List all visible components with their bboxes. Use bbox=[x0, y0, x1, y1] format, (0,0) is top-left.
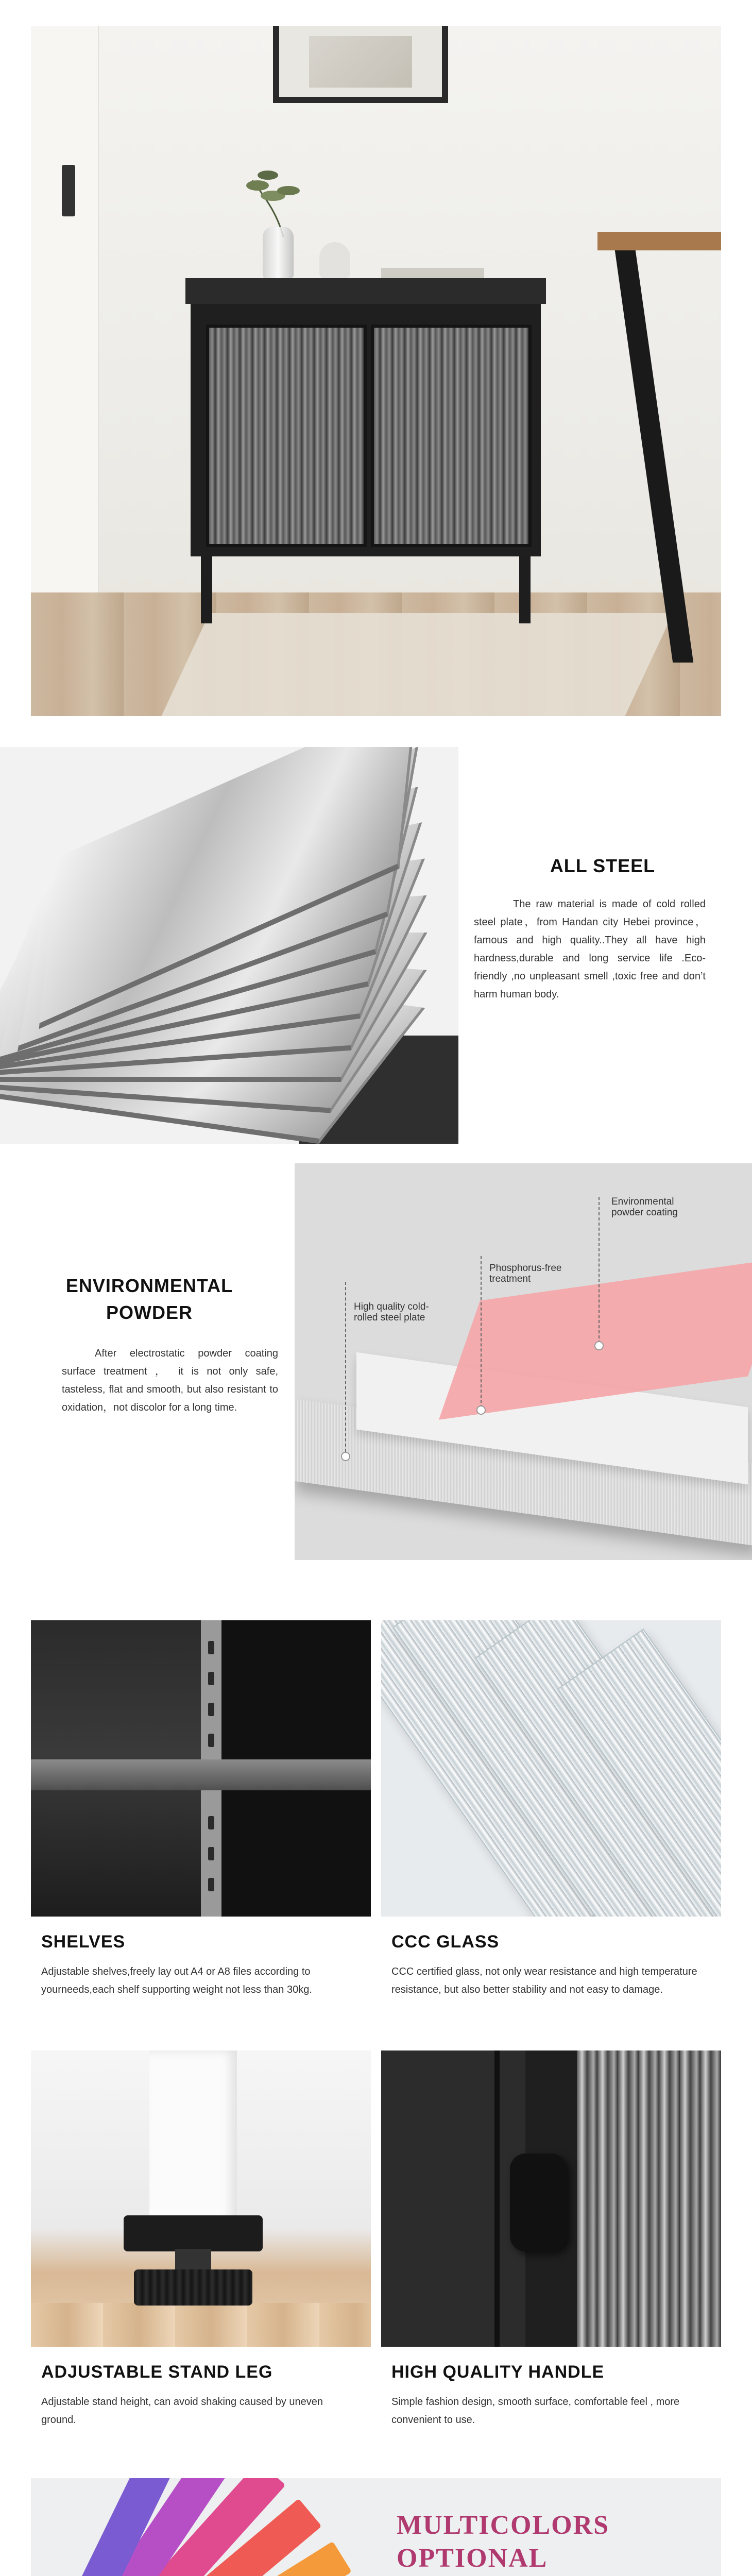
all-steel-description: The raw material is made of cold rolled steel plate，from Handan city Hebei province，famous and high quality..They all have high hardness,durable and long service life .Eco-friendly ,no unpleasant smell ,toxic free and don’t harm human body. bbox=[474, 899, 706, 1000]
callout-line bbox=[599, 1197, 600, 1344]
cabinet-leg bbox=[201, 556, 212, 623]
coating-layers-diagram bbox=[295, 1163, 752, 1560]
all-steel-title: ALL STEEL bbox=[550, 855, 656, 876]
ccc-glass-description: CCC certified glass, not only wear resistance and high temperature resistance, but also better stability and not easy to damage. bbox=[391, 1966, 697, 1995]
leg-post bbox=[149, 2050, 237, 2226]
stand-leg-image bbox=[31, 2050, 371, 2347]
shelves-image bbox=[31, 1620, 371, 1917]
hero-cabinet-photo bbox=[31, 26, 721, 716]
callout-steel-plate bbox=[354, 1301, 429, 1323]
door-frame bbox=[494, 2050, 500, 2347]
callout-powder-coating bbox=[611, 1196, 678, 1218]
rail-slot bbox=[208, 1672, 214, 1685]
rail-slot bbox=[208, 1703, 214, 1716]
environmental-powder-description: After electrostatic powder coating surface treatment ， it is not only safe, tasteless, flat and smooth, but also resistant to oxidation，not discolor for a long time. bbox=[62, 1348, 278, 1413]
callout-label: Environmental bbox=[611, 1196, 674, 1207]
shelves-description: Adjustable shelves,freely lay out A4 or A8 files according to yourneeds,each shelf supporting weight not less than 30kg. bbox=[41, 1966, 312, 1995]
fluted-glass-door-left bbox=[206, 325, 367, 547]
rail-slot bbox=[208, 1847, 214, 1860]
title-line: POWDER bbox=[106, 1302, 193, 1323]
callout-label: powder coating bbox=[611, 1207, 678, 1218]
stand-leg-description: Adjustable stand height, can avoid shaking caused by uneven ground. bbox=[41, 2396, 323, 2426]
handle-title: HIGH QUALITY HANDLE bbox=[391, 2362, 605, 2382]
shelf-board bbox=[31, 1759, 371, 1790]
door-handle bbox=[62, 165, 75, 216]
multicolors-title bbox=[397, 2509, 664, 2575]
fluted-glass bbox=[577, 2050, 721, 2347]
wood-floor bbox=[31, 2303, 371, 2347]
callout-phosphorus bbox=[489, 1263, 561, 1284]
callout-line bbox=[345, 1282, 346, 1457]
title-line: OPTIONAL bbox=[397, 2544, 548, 2573]
environmental-powder-title bbox=[52, 1273, 247, 1326]
fluted-glass-door-right bbox=[371, 325, 532, 547]
callout-label: High quality cold- bbox=[354, 1301, 429, 1312]
fluted-glass-image bbox=[381, 1620, 721, 1917]
adjust-screw bbox=[175, 2249, 211, 2272]
stand-leg-title: ADJUSTABLE STAND LEG bbox=[41, 2362, 273, 2382]
door-panel bbox=[381, 2050, 525, 2347]
picture-art bbox=[309, 36, 412, 88]
callout-label: rolled steel plate bbox=[354, 1312, 425, 1323]
door-handle bbox=[510, 2154, 567, 2251]
ccc-glass-title: CCC GLASS bbox=[391, 1932, 500, 1952]
callout-dot bbox=[476, 1405, 486, 1415]
callout-dot bbox=[341, 1452, 350, 1461]
callout-line bbox=[481, 1256, 482, 1408]
powder-coating-layer bbox=[439, 1257, 752, 1420]
title-line: MULTICOLORS bbox=[397, 2511, 610, 2540]
handle-image bbox=[381, 2050, 721, 2347]
cabinet-top bbox=[185, 278, 546, 304]
shelves-title: SHELVES bbox=[41, 1932, 126, 1952]
ceramic-vase bbox=[319, 242, 350, 278]
rug bbox=[161, 613, 673, 716]
callout-dot bbox=[594, 1341, 604, 1350]
leg-cap bbox=[124, 2215, 263, 2251]
glass-vase bbox=[263, 227, 294, 278]
rail-slot bbox=[208, 1878, 214, 1891]
title-line: ENVIRONMENTAL bbox=[65, 1275, 233, 1296]
callout-label: Phosphorus-free bbox=[489, 1263, 562, 1274]
door-panel bbox=[31, 26, 99, 665]
rail-slot bbox=[208, 1734, 214, 1747]
adjustable-foot bbox=[134, 2269, 252, 2306]
cabinet-leg bbox=[519, 556, 531, 623]
callout-label: treatment bbox=[489, 1274, 531, 1284]
plant-branch bbox=[237, 160, 330, 237]
side-table-top bbox=[597, 232, 721, 250]
rail-slot bbox=[208, 1816, 214, 1829]
steel-plates-image bbox=[0, 747, 458, 1144]
stacked-books bbox=[381, 268, 484, 278]
handle-description: Simple fashion design, smooth surface, comfortable feel , more convenient to use. bbox=[391, 2396, 680, 2426]
rail-slot bbox=[208, 1641, 214, 1654]
